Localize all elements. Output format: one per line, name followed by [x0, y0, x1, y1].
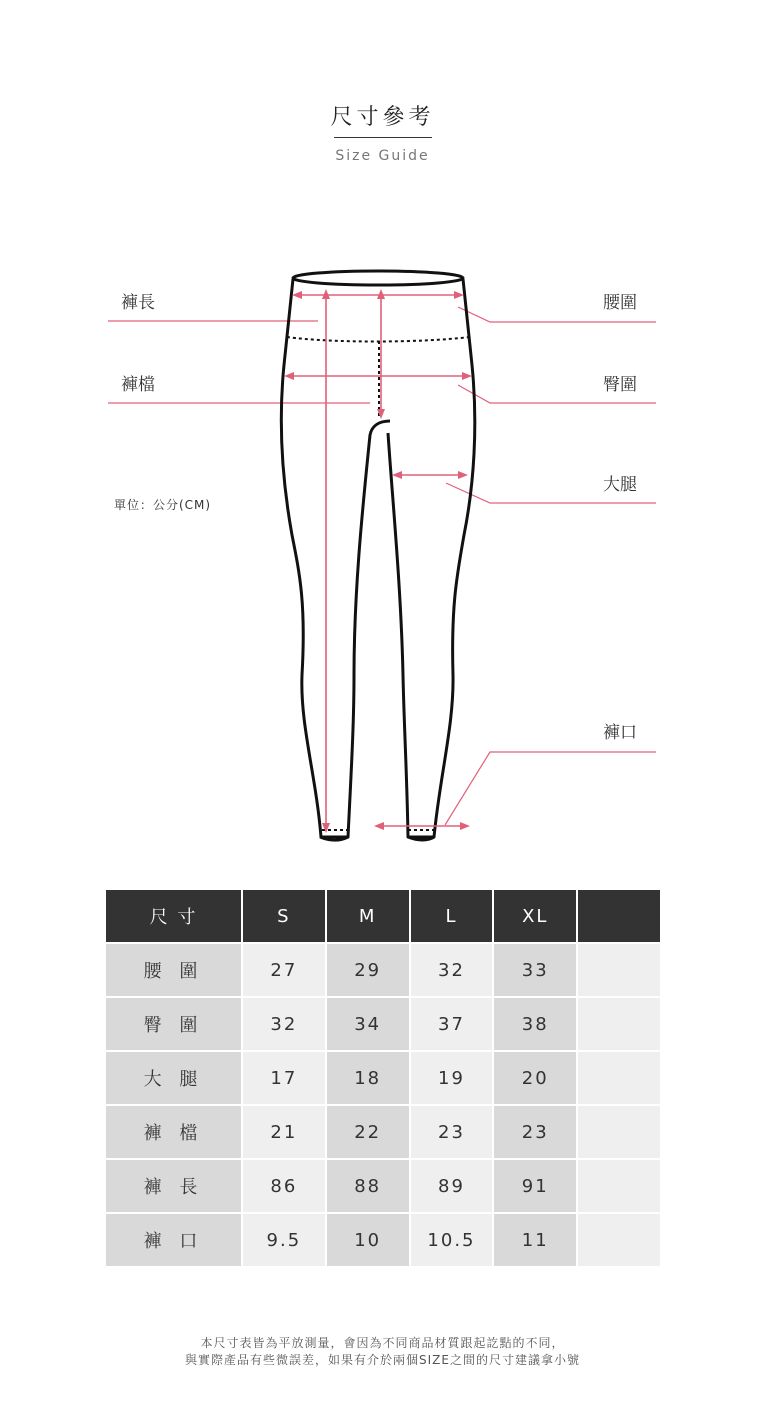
table-cell: 9.5	[243, 1214, 325, 1266]
table-cell: 38	[494, 998, 576, 1050]
table-cell: 19	[411, 1052, 493, 1104]
hip-label: 臀圍	[603, 375, 637, 395]
row-label: 褲 口	[106, 1214, 241, 1266]
table-cell: 17	[243, 1052, 325, 1104]
waist-label: 腰圍	[603, 293, 637, 313]
table-cell	[578, 1160, 660, 1212]
leader-lines	[108, 307, 656, 825]
header-empty	[578, 890, 660, 942]
table-cell: 29	[327, 944, 409, 996]
table-cell: 37	[411, 998, 493, 1050]
table-cell: 23	[411, 1106, 493, 1158]
size-table	[104, 888, 662, 1268]
table-cell	[578, 1214, 660, 1266]
length-label: 褲長	[121, 293, 155, 313]
table-cell: 88	[327, 1160, 409, 1212]
right-leg-outline	[388, 279, 475, 837]
unit-label: 單位：公分(CM)	[114, 498, 212, 512]
page-header	[0, 100, 765, 164]
table-row	[106, 1052, 660, 1104]
footnote-line-1: 本尺寸表皆為平放測量，會因為不同商品材質跟起訖點的不同，	[200, 1336, 565, 1350]
table-row	[106, 944, 660, 996]
page-title: 尺寸參考	[330, 105, 435, 130]
table-cell: 10.5	[411, 1214, 493, 1266]
page-subtitle: Size Guide	[335, 148, 430, 164]
left-leg-outline	[281, 279, 390, 837]
table-cell: 32	[243, 998, 325, 1050]
row-label: 腰 圍	[106, 944, 241, 996]
table-cell	[578, 1106, 660, 1158]
leggings-illustration	[0, 255, 765, 855]
table-cell: 86	[243, 1160, 325, 1212]
table-row	[106, 1214, 660, 1266]
table-row	[106, 998, 660, 1050]
table-cell: 89	[411, 1160, 493, 1212]
table-cell: 91	[494, 1160, 576, 1212]
table-cell: 23	[494, 1106, 576, 1158]
thigh-label: 大腿	[603, 475, 637, 495]
footnote-line-2: 與實際產品有些微誤差，如果有介於兩個SIZE之間的尺寸建議拿小號	[185, 1353, 580, 1367]
table-row	[106, 1106, 660, 1158]
table-cell: 20	[494, 1052, 576, 1104]
hem-label: 褲口	[603, 723, 637, 743]
measure-arrows	[284, 289, 472, 833]
row-label: 臀 圍	[106, 998, 241, 1050]
hem-leader-line	[445, 752, 656, 825]
header-l: L	[411, 890, 493, 942]
header-size: 尺 寸	[106, 890, 241, 942]
table-cell: 32	[411, 944, 493, 996]
pants-outline	[281, 271, 474, 840]
leggings-measurement-diagram	[0, 255, 765, 855]
rise-label: 褲檔	[121, 375, 155, 395]
row-label: 褲 檔	[106, 1106, 241, 1158]
table-cell: 27	[243, 944, 325, 996]
table-row	[106, 1160, 660, 1212]
table-header-row	[106, 890, 660, 942]
waistband-seam-dashed	[287, 337, 470, 342]
table-cell: 11	[494, 1214, 576, 1266]
title-divider	[334, 137, 432, 138]
table-cell: 21	[243, 1106, 325, 1158]
header-s: S	[243, 890, 325, 942]
table-cell: 22	[327, 1106, 409, 1158]
table-cell: 33	[494, 944, 576, 996]
table-cell	[578, 944, 660, 996]
table-cell: 18	[327, 1052, 409, 1104]
header-m: M	[327, 890, 409, 942]
table-cell	[578, 1052, 660, 1104]
waistband-top	[293, 271, 463, 285]
header-xl: XL	[494, 890, 576, 942]
table-cell: 34	[327, 998, 409, 1050]
table-cell	[578, 998, 660, 1050]
table-cell: 10	[327, 1214, 409, 1266]
row-label: 大 腿	[106, 1052, 241, 1104]
footnote	[0, 1335, 765, 1369]
row-label: 褲 長	[106, 1160, 241, 1212]
